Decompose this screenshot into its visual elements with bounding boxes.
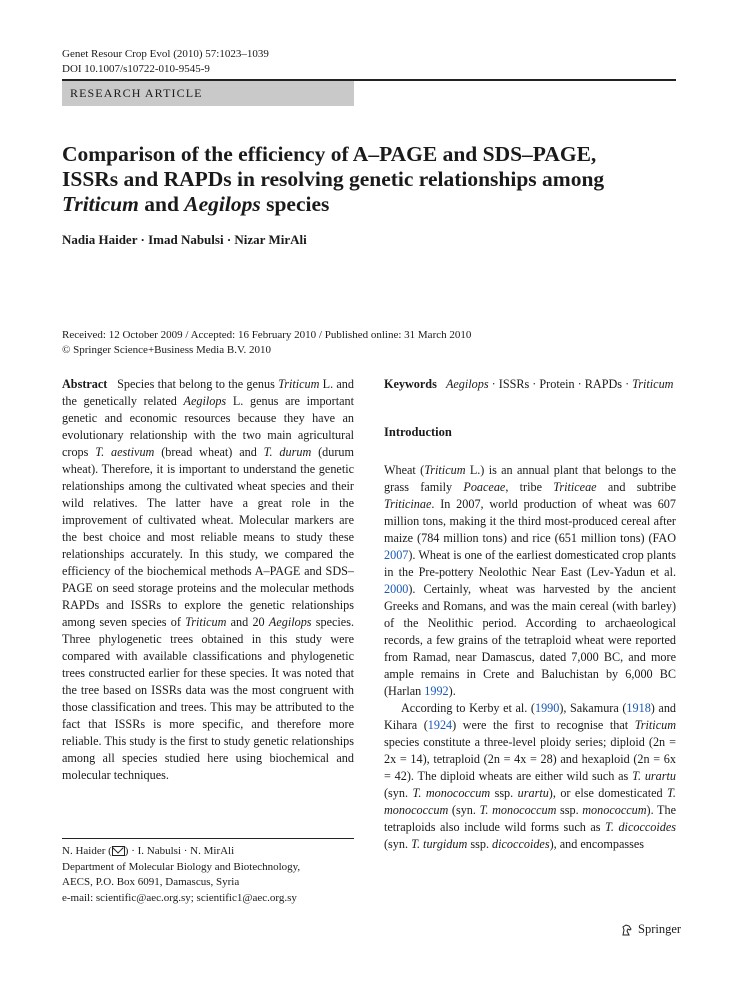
- abstract: Abstract Species that belong to the genus Triticum L. and the genetically related Aegilops L. genus are important genetic and economic resources because they have an evolutionary relationship with the two main agricultural crops T. aestivum (bread wheat) and T. durum (durum wheat). Therefore, it is important to understand the genetic relationships among the cultivated wheat species and their wild relatives. The latter have a great role in the improvement of cultivated wheat. Molecular markers are the best choice and most reliable means to study these relationships accurately. In this study, we compared the efficiency of the biochemical methods A–PAGE and SDS–PAGE on seed storage proteins and the molecular methods RAPDs and ISSRs to explore the genetic relationships among seven species of Triticum and 20 Aegilops species. Three phylogenetic trees obtained in this study were compared with available classifications and phylogenetic trees constructed earlier for these species. It was noted that the tree based on ISSRs data was the most congruent with those classification and trees. This may be attributed to the fact that ISSRs is more specific, and therefore more reliable. This study is the first to study genetic relationships among all species studied here using biochemical and molecular techniques.: [62, 377, 354, 782]
- doi[interactable]: DOI 10.1007/s10722-010-9545-9: [62, 63, 210, 75]
- citation-link[interactable]: 2007: [384, 548, 409, 562]
- journal-header: [62, 47, 269, 77]
- article-type-banner: RESEARCH ARTICLE: [62, 81, 354, 106]
- keywords: Keywords Aegilops · ISSRs · Protein · RAPDs · Triticum: [384, 377, 674, 391]
- journal-citation: Genet Resour Crop Evol (2010) 57:1023–1039: [62, 48, 269, 60]
- copyright: © Springer Science+Business Media B.V. 2010: [62, 344, 271, 356]
- citation-link[interactable]: 1924: [427, 718, 453, 732]
- intro-paragraph-2: According to Kerby et al. (1990), Sakamura (1918) and Kihara (1924) were the first to recognise that Triticum species constitute a three-level ploidy series; diploid (2n = 2x = 14), tetraploid (2n = 4x = 28) and hexaploid (2n = 6x = 42). The diploid wheats are either wild such as T. urartu (syn. T. monococcum ssp. urartu), or else domesticated T. monococcum (syn. T. monococcum ssp. monococcum). The tetraploids also include wild forms such as T. dicoccoides (syn. T. turgidum ssp. dicoccoides), and encompasses: [384, 701, 677, 851]
- citation-link[interactable]: 2000: [384, 582, 409, 596]
- footnote-rule: [62, 838, 354, 839]
- envelope-icon[interactable]: [112, 846, 125, 856]
- author-list: Nadia Haider · Imad Nabulsi · Nizar MirAli: [62, 232, 307, 247]
- springer-horse-icon: [620, 923, 634, 937]
- department: Department of Molecular Biology and Biotechnology,: [62, 860, 301, 873]
- address: AECS, P.O. Box 6091, Damascus, Syria: [62, 876, 240, 888]
- author-affiliation-footnote: N. Haider ( ) · I. Nabulsi · N. MirAli Department of Molecular Biology and Biotechnology, AECS, P.O. Box 6091, Damascus, Syria e-mail: scientific@aec.org.sy; scientific1@aec.org.sy: [62, 844, 354, 906]
- abstract-label: Abstract: [62, 377, 108, 391]
- email[interactable]: e-mail: scientific@aec.org.sy; scientific1@aec.org.sy: [62, 891, 297, 904]
- history-dates: Received: 12 October 2009 / Accepted: 16 February 2010 / Published online: 31 March 2010: [62, 329, 472, 341]
- intro-paragraph-1: Wheat (Triticum L.) is an annual plant that belongs to the grass family Poaceae, tribe Triticeae and subtribe Triticinae. In 2007, world production of wheat was 607 million tons, making it the third most-produced cereal after maize (784 million tons) and rice (651 million tons) (FAO 2007). Wheat is one of the earliest domesticated crop plants in the Pre-pottery Neolothic Near East (Lev-Yadun et al. 2000). Certainly, wheat was harvested by the ancient Greeks and Romans, and was the main cereal (with barley) of the Neolithic period. According to archaeological records, a few grains of the tetraploid wheat were reported from Ramad, near Damascus, dated 7,000 BC, and more ample remains in Crete and Baluchistan by 6,000 BC (Harlan 1992).: [384, 463, 676, 698]
- section-heading-introduction: Introduction: [384, 425, 452, 439]
- citation-link[interactable]: 1918: [626, 701, 651, 715]
- publication-dates: [62, 328, 471, 358]
- citation-link[interactable]: 1992: [424, 684, 449, 698]
- publisher-logo: [620, 922, 681, 937]
- citation-link[interactable]: 1990: [534, 701, 560, 715]
- right-column: [384, 376, 676, 853]
- article-title: Comparison of the efficiency of A–PAGE and SDS–PAGE, ISSRs and RAPDs in resolving genetic relationships among Triticum and Aegilops species: [62, 142, 605, 216]
- publisher-name: Springer: [638, 922, 682, 936]
